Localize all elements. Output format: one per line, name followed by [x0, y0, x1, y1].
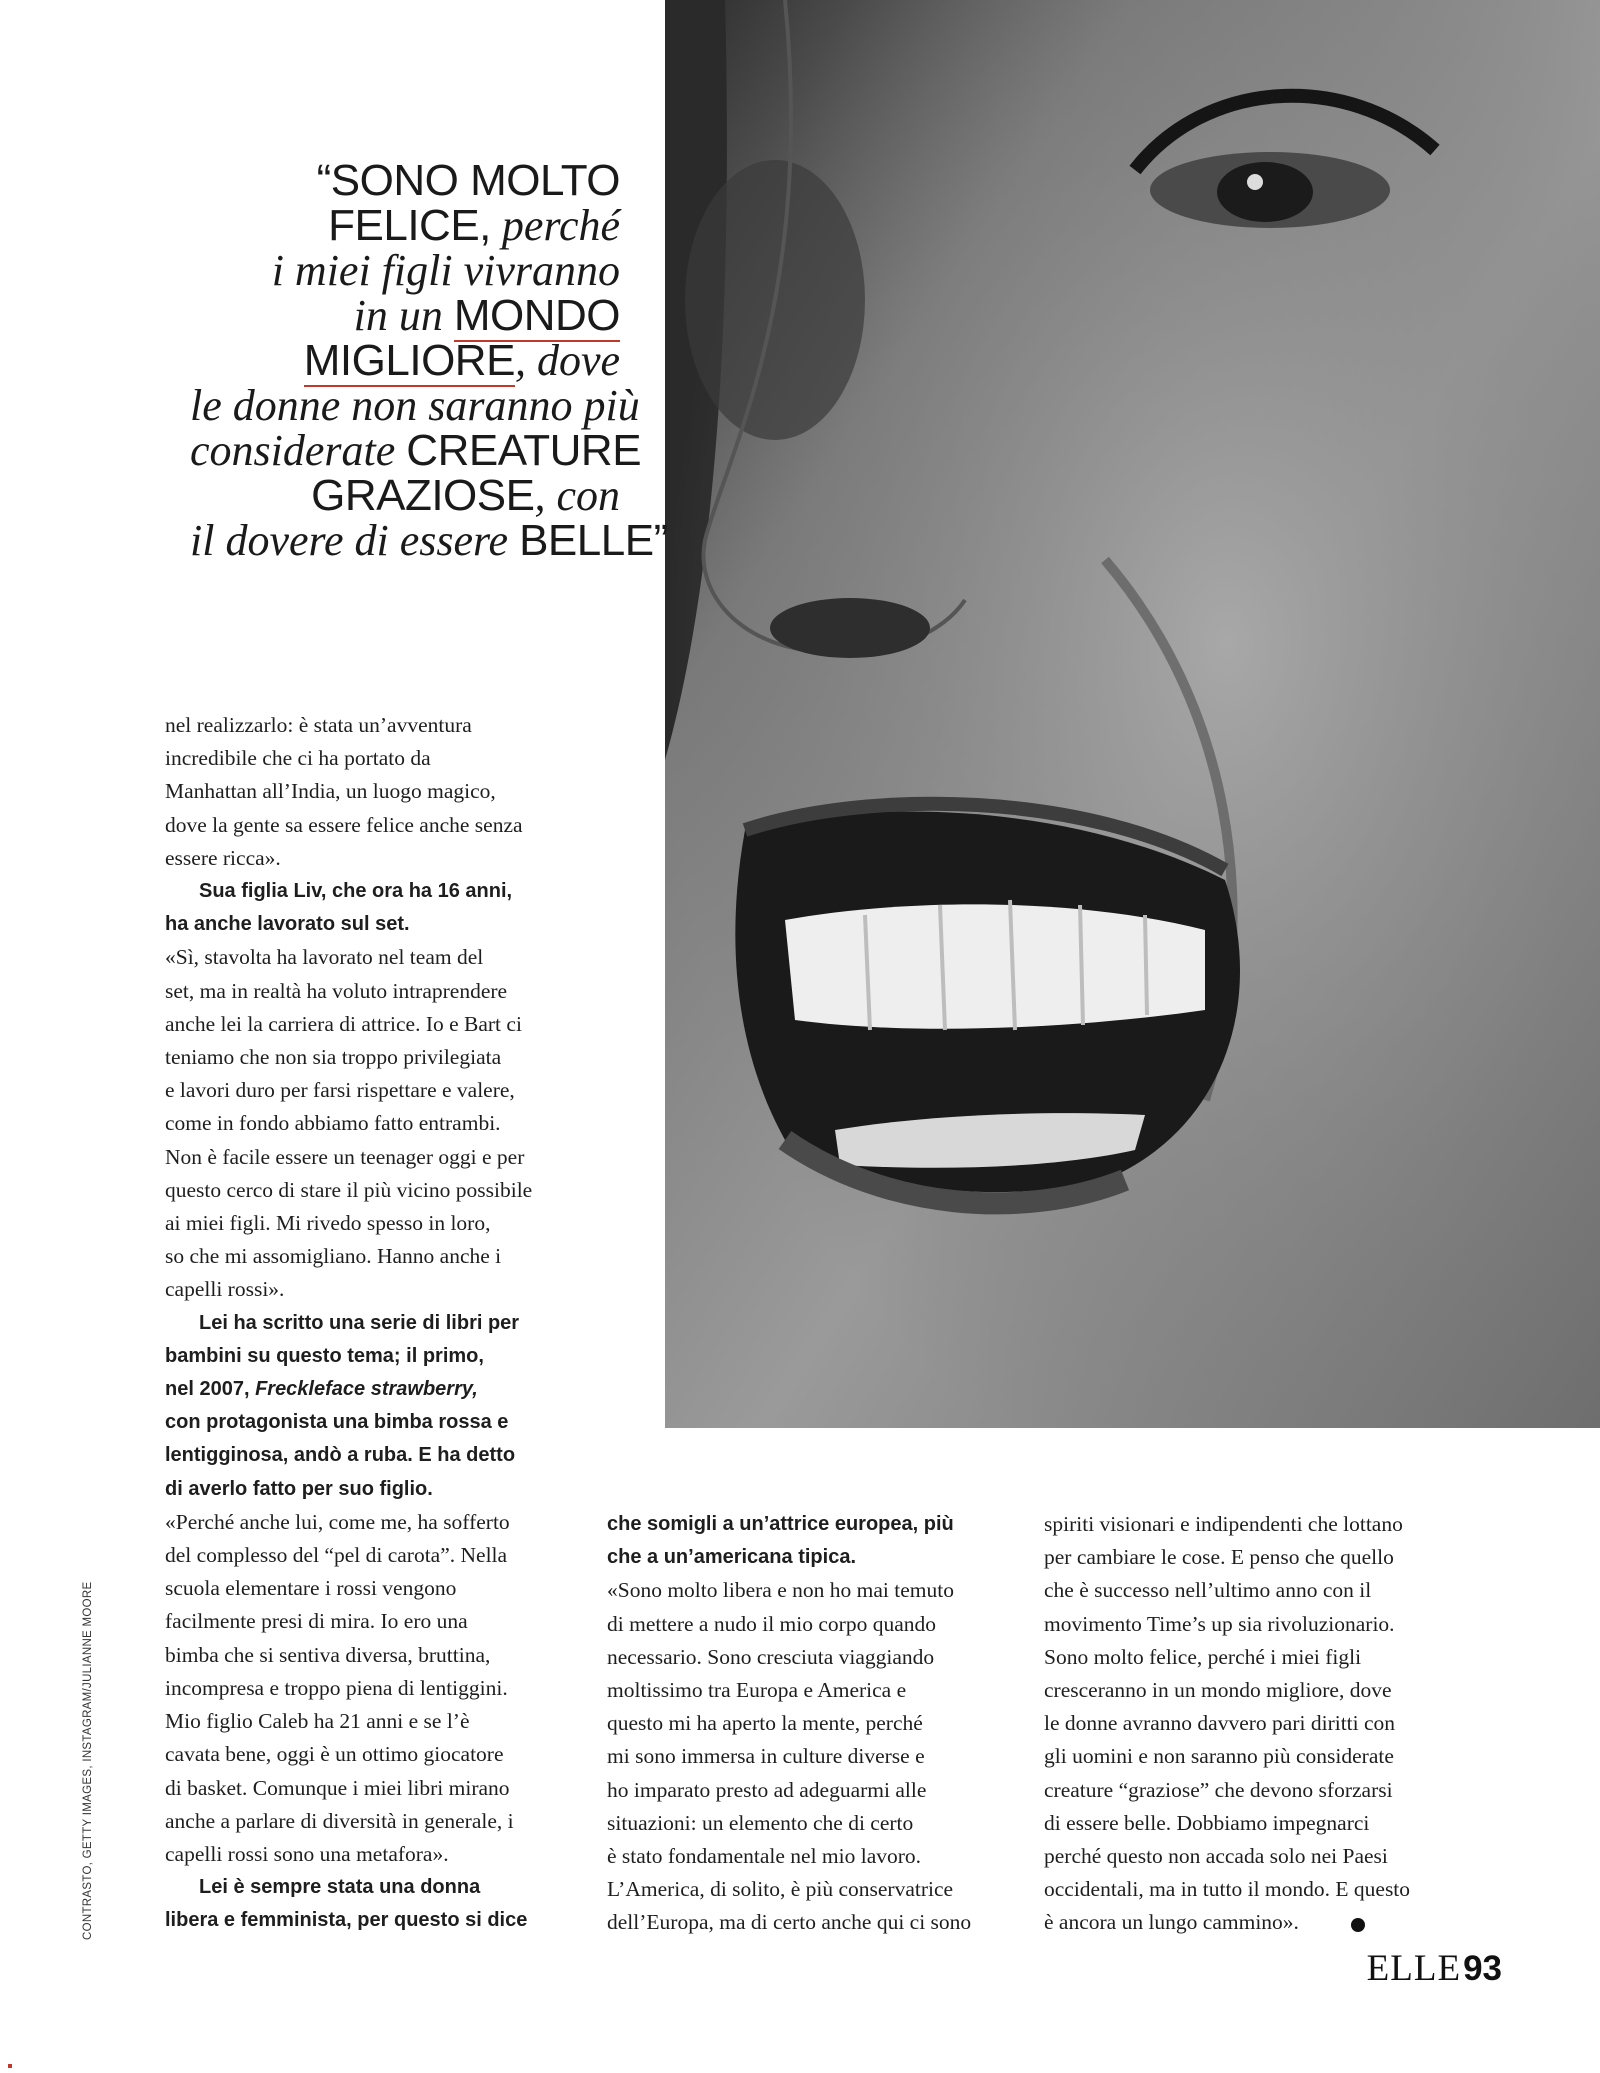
text-line [165, 1008, 585, 1041]
text-line [607, 1906, 1027, 1939]
text-run: le donne avranno davvero pari diritti con [1044, 1711, 1396, 1736]
text-run: Non è facile essere un teenager oggi e per [165, 1144, 525, 1169]
text-run: questo cerco di stare il più vicino possibile [165, 1177, 533, 1202]
text-run: anche a parlare di diversità in generale, i [165, 1808, 514, 1833]
article-column-1 [165, 709, 585, 1938]
text-line [165, 775, 585, 808]
text-run: Mio figlio Caleb ha 21 anni e se l’è [165, 1709, 470, 1734]
text-line [165, 875, 585, 908]
text-line [165, 1373, 585, 1406]
text-run: bimba che si sentiva diversa, bruttina, [165, 1642, 491, 1667]
text-run: dove la gente sa essere felice anche senza [165, 812, 523, 837]
text-run: questo mi ha aperto la mente, perché [607, 1711, 923, 1736]
text-line [1044, 1740, 1464, 1773]
text-line [165, 1904, 585, 1937]
text-line [165, 1074, 585, 1107]
pull-quote-line [190, 338, 620, 383]
text-run: ai miei figli. Mi rivedo spesso in loro, [165, 1211, 491, 1236]
pull-quote-line [190, 426, 642, 475]
pull-quote-run: le donne non saranno più [190, 381, 640, 430]
text-run: occidentali, ma in tutto il mondo. E questo [1044, 1877, 1411, 1902]
text-line [1044, 1906, 1464, 1939]
text-line [1044, 1508, 1464, 1541]
text-run: cavata bene, oggi è un ottimo giocatore [165, 1742, 504, 1767]
text-line [165, 1772, 585, 1805]
text-run: ha anche lavorato sul set. [165, 913, 410, 936]
pull-quote-line [190, 248, 620, 293]
text-line [165, 842, 585, 875]
text-line [165, 1207, 585, 1240]
text-run: di basket. Comunque i miei libri mirano [165, 1775, 510, 1800]
text-run: so che mi assomigliano. Hanno anche i [165, 1244, 502, 1269]
text-run: è ancora un lungo cammino». [1044, 1910, 1299, 1935]
text-run: che somigli a un’attrice europea, più [607, 1513, 954, 1535]
text-run: che è successo nell’ultimo anno con il [1044, 1578, 1372, 1603]
pull-quote-run: in un [353, 291, 454, 340]
text-line [165, 941, 585, 974]
pull-quote-line [190, 203, 620, 248]
text-line [165, 1174, 585, 1207]
text-line [1044, 1873, 1464, 1906]
text-run: che a un’americana tipica. [607, 1546, 856, 1569]
text-line [165, 1805, 585, 1838]
text-line [1044, 1674, 1464, 1707]
text-run: Sua figlia Liv, che ora ha 16 anni, [199, 880, 513, 903]
text-line [165, 1041, 585, 1074]
text-line [165, 1539, 585, 1572]
text-line [607, 1608, 1027, 1641]
text-line [1044, 1840, 1464, 1873]
pull-quote-run: CREATURE [406, 426, 642, 475]
text-run: incompresa e troppo piena di lentiggini. [165, 1675, 508, 1700]
text-run: Freckleface strawberry, [255, 1378, 478, 1401]
text-line [607, 1774, 1027, 1807]
text-line [1044, 1541, 1464, 1574]
text-line [165, 1340, 585, 1373]
text-run: cresceranno in un mondo migliore, dove [1044, 1678, 1392, 1703]
text-line [607, 1508, 1027, 1541]
text-line [165, 1871, 585, 1904]
text-run: necessario. Sono cresciuta viaggiando [607, 1644, 935, 1669]
pull-quote-line [190, 381, 640, 430]
text-line [607, 1807, 1027, 1840]
text-run: Lei ha scritto una serie di libri per [199, 1311, 520, 1334]
text-line [165, 1705, 585, 1738]
pull-quote-run: “SONO MOLTO [316, 156, 620, 205]
text-run: bambini su questo tema; il primo, [165, 1344, 484, 1367]
text-run: del complesso del “pel di carota”. Nella [165, 1543, 508, 1568]
registration-mark [8, 2064, 12, 2068]
pull-quote-run: , dove [514, 336, 620, 385]
text-run: scuola elementare i rossi vengono [165, 1576, 457, 1601]
text-line [165, 1672, 585, 1705]
text-line [1044, 1707, 1464, 1740]
text-run: per cambiare le cose. E penso che quello [1044, 1545, 1394, 1570]
text-line [165, 1240, 585, 1273]
text-line [165, 1406, 585, 1439]
text-line [165, 742, 585, 775]
text-run: Lei è sempre stata una donna [199, 1876, 481, 1899]
text-line [1044, 1774, 1464, 1807]
text-line [607, 1740, 1027, 1773]
pull-quote-run: considerate [190, 426, 407, 475]
text-run: creature “graziose” che devono sforzarsi [1044, 1777, 1393, 1802]
text-line [165, 1141, 585, 1174]
text-line [165, 1439, 585, 1472]
text-run: Sono molto felice, perché i miei figli [1044, 1644, 1362, 1669]
text-run: capelli rossi sono una metafora». [165, 1841, 449, 1866]
pull-quote-run: il dovere di essere [190, 516, 520, 565]
text-line [165, 1738, 585, 1771]
page-folio [1367, 1947, 1502, 1991]
text-line [165, 1107, 585, 1140]
text-line [1044, 1608, 1464, 1641]
page-number: 93 [1463, 1949, 1502, 1988]
text-line [607, 1574, 1027, 1607]
text-run: facilmente presi di mira. Io ero una [165, 1609, 468, 1634]
text-line [165, 1605, 585, 1638]
portrait-photo [665, 0, 1600, 1428]
pull-quote-run: FELICE, [328, 201, 491, 250]
text-run: incredibile che ci ha portato da [165, 746, 431, 771]
text-run: Manhattan all’India, un luogo magico, [165, 779, 496, 804]
text-run: nel realizzarlo: è stata un’avventura [165, 713, 472, 737]
text-run: situazioni: un elemento che di certo [607, 1810, 914, 1835]
text-run: gli uomini e non saranno più considerate [1044, 1744, 1394, 1769]
pull-quote-line [190, 516, 668, 565]
pull-quote-run: i miei figli vivranno [271, 246, 620, 295]
text-line [1044, 1574, 1464, 1607]
article-column-2 [607, 1508, 1027, 1940]
text-line [165, 1307, 585, 1340]
text-run: è stato fondamentale nel mio lavoro. [607, 1844, 922, 1869]
pull-quote-run: BELLE” [519, 516, 668, 565]
pull-quote-line [190, 293, 620, 338]
text-run: moltissimo tra Europa e America e [607, 1678, 907, 1703]
text-run: movimento Time’s up sia rivoluzionario. [1044, 1611, 1395, 1636]
text-line [607, 1641, 1027, 1674]
text-run: di essere belle. Dobbiamo impegnarci [1044, 1810, 1370, 1835]
text-line [607, 1541, 1027, 1574]
text-run: «Perché anche lui, come me, ha sofferto [165, 1509, 510, 1534]
pull-quote-run: GRAZIOSE [311, 471, 535, 520]
text-line [1044, 1641, 1464, 1674]
text-line [165, 1273, 585, 1306]
pull-quote-run: MIGLIORE [303, 336, 515, 385]
text-run: lentigginosa, andò a ruba. E ha detto [165, 1444, 516, 1467]
text-run: anche lei la carriera di attrice. Io e Bart ci [165, 1011, 522, 1036]
text-run: come in fondo abbiamo fatto entrambi. [165, 1111, 501, 1136]
text-run: mi sono immersa in culture diverse e [607, 1744, 925, 1769]
pull-quote [190, 156, 668, 565]
text-line [165, 1639, 585, 1672]
pull-quote-run: MONDO [453, 291, 620, 340]
text-run: libera e femminista, per questo si dice [165, 1909, 528, 1932]
magazine-logo: ELLE [1366, 1948, 1462, 1989]
pull-quote-line [190, 473, 620, 518]
text-line [165, 1572, 585, 1605]
text-run: set, ma in realtà ha voluto intraprendere [165, 978, 508, 1003]
text-run: dell’Europa, ma di certo anche qui ci sono [607, 1910, 972, 1935]
text-line [165, 1506, 585, 1539]
text-line [165, 1473, 585, 1506]
text-run: ho imparato presto ad adeguarmi alle [607, 1777, 927, 1802]
pull-quote-run: , con [534, 471, 620, 520]
text-run: «Sì, stavolta ha lavorato nel team del [165, 945, 484, 970]
text-run: «Sono molto libera e non ho mai temuto [607, 1578, 954, 1603]
text-line [1044, 1807, 1464, 1840]
text-line [607, 1674, 1027, 1707]
text-run: spiriti visionari e indipendenti che lottano [1044, 1512, 1403, 1536]
text-run: L’America, di solito, è più conservatrice [607, 1877, 954, 1902]
text-line [165, 809, 585, 842]
end-mark-icon [1351, 1918, 1365, 1932]
text-run: di averlo fatto per suo figlio. [165, 1477, 433, 1500]
pull-quote-line [190, 158, 620, 203]
text-run: nel 2007, [165, 1378, 256, 1401]
text-line [607, 1707, 1027, 1740]
text-line [165, 1838, 585, 1871]
pull-quote-run: perché [490, 201, 620, 250]
text-run: perché questo non accada solo nei Paesi [1044, 1844, 1388, 1869]
text-run: e lavori duro per farsi rispettare e valere, [165, 1078, 515, 1103]
text-run: capelli rossi». [165, 1277, 285, 1302]
text-run: teniamo che non sia troppo privilegiata [165, 1045, 502, 1070]
text-line [165, 908, 585, 941]
text-run: essere ricca». [165, 845, 281, 870]
text-line [607, 1840, 1027, 1873]
text-run: con protagonista una bimba rossa e [165, 1411, 509, 1434]
text-line [165, 709, 585, 742]
text-line [165, 975, 585, 1008]
article-column-3 [1044, 1508, 1464, 1940]
text-run: di mettere a nudo il mio corpo quando [607, 1611, 936, 1636]
photo-credit: CONTRASTO, GETTY IMAGES, INSTAGRAM/JULIANNE MOORE [82, 1581, 94, 1940]
text-line [607, 1873, 1027, 1906]
